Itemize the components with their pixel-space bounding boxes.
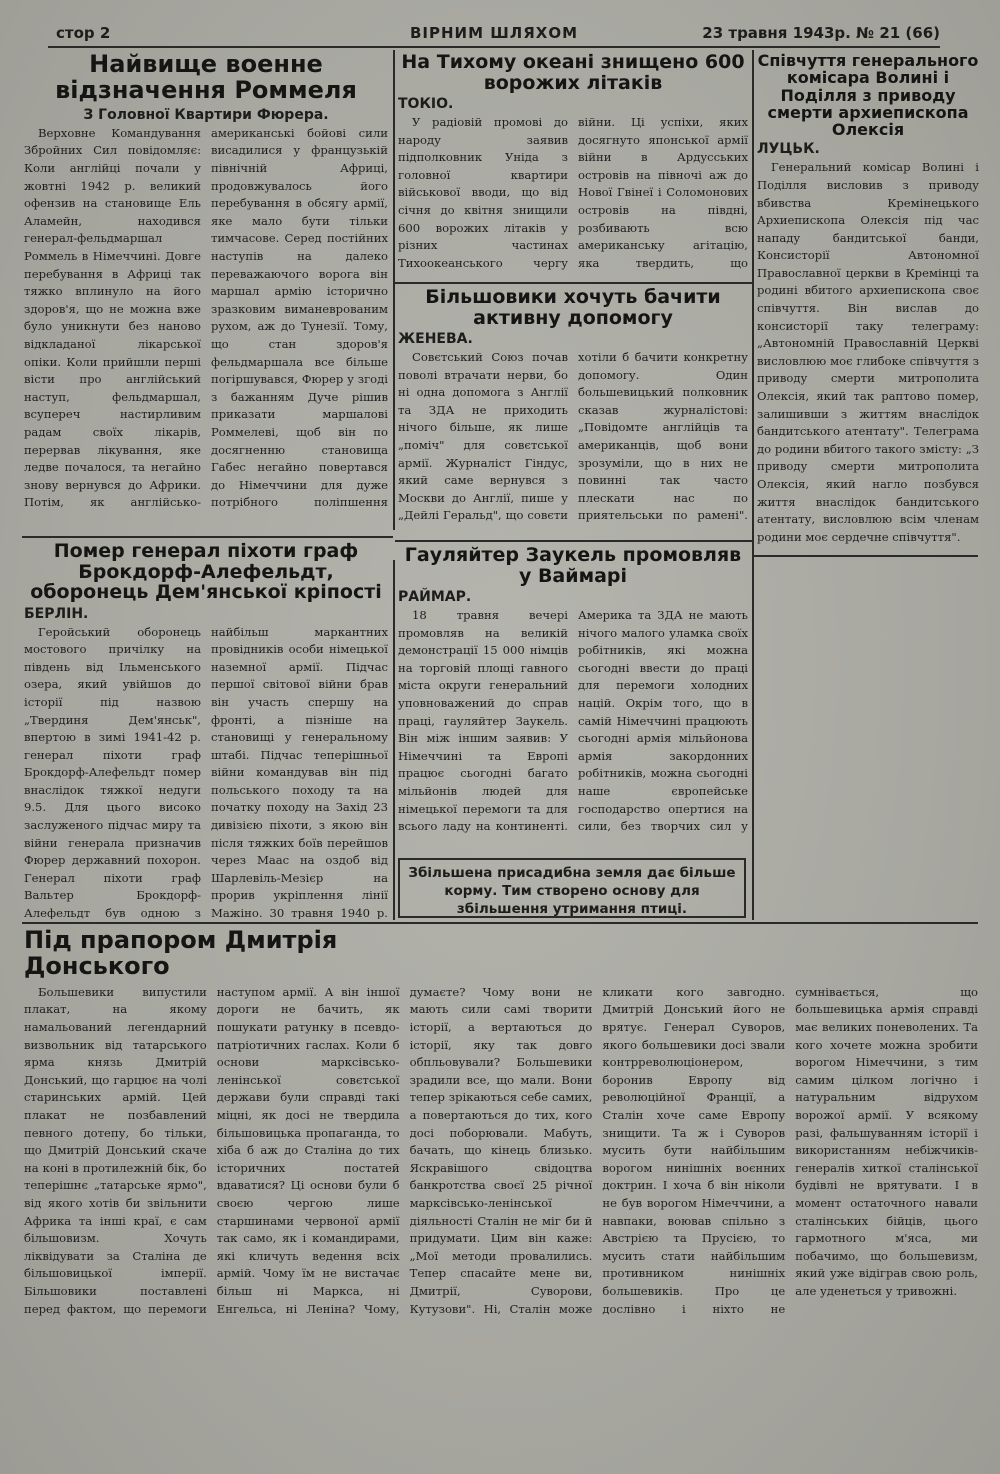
notice-box: Збільшена присадибна земля дає більше корму. Тим створено основу для збільшення утримання птиці. <box>398 858 746 918</box>
article-body: Верховне Командування Збройних Сил повідомляє: Коли англійці почали у жовтні 1942 р. великий офензив на становище Ель Аламейн, находився генерал-фельдмаршал Роммель в Німеччині. Довге перебування в Африці так тяжко вплинуло на його здоров'я, що не можна вже було уникнути без наново відкладаної лікарської опіки. Коли прийшли перші вісти про англійський наступ, фельдмаршал, всупереч настирливим радам своїх лікарів, перервав лікування, яке ледве почалося, та негайно знову вернувся до Африки. Потім, як англійсько-американські бойові сили висадилися у французькій північній Африці, продовжувалось його перебування в обсягу армії, яке мало бути тільки тимчасове. Серед постійних наступів на далеко переважаючого ворога він маршал армію історично зразковим виманеврованим рухом, аж до Тунезії. Тому, що стан здоров'я фельдмаршала все більше погіршувався, Фюрер у згоді з бажанням Дуче рішив приказати маршалові Роммелеві, щоб він по досягненню становища Габес негайно повертався до Німеччини для дуже потрібного поліпшення <box>24 125 388 510</box>
headline: Під прапором Дмитрія Донського <box>24 928 338 980</box>
section-rule <box>22 536 393 538</box>
headline: На Тихому океані знищено 600 ворожих літаків <box>401 52 745 94</box>
article-sauckel <box>398 545 748 855</box>
article-volyn <box>757 52 979 552</box>
headline: Гауляйтер Заукель промовляв у Ваймарі <box>404 545 742 587</box>
article-rommel <box>24 52 388 534</box>
masthead <box>48 18 940 48</box>
article-body: Генеральний комісар Волині і Поділля висловив з приводу вбивства Кремінецького Архиепископа Олексія під час нападу бандитської банди, Консисторії Автономної Православної церкви в Кремінці та родині вбитого архиепископа своє співчуття. Він вислав до консисторії таку телеграму: „Автономній Православній Церкві висловлюю моє глибоке співчуття з приводу смерти митрополита Олексія, який так раптово помер, залишивши з життям внаслідок бандитського атентату". Телеграма до родини вбитого такого змісту: „З приводу смерти митрополита Олексія, який нагло позбувся життя внаслідок бандитського атентату, висловлюю всім членам родини моє сердечне співчуття". <box>757 160 979 544</box>
column-rule <box>393 560 395 920</box>
section-rule <box>22 922 978 924</box>
article-body: Большевики випустили плакат, на якому намальований легендарний визвольник від татарського ярма князь Дмитрій Донський, що гарцює на чолі старинських армій. Цей плакат не позбавлений певного дотепу, бо тільки, що Дмитрій Донський скаче на коні в протилежній бік, бо теперішнє „татарське ярмо", від якого хотів би звільнити Африка та інші краї, є сам більшовизм. Хочуть ліквідувати за Сталіна де більшовицької імперії. Більшовики поставлені перед фактом, що перемоги наступом армії. А він іншої дороги не бачить, як пошукати ратунку в псевдо-патріотичних гаслах. Коли б основи марксівсько-ленінської совєтської держави були справді такі міцні, як досі не твердила більшовицька пропаганда, то хіба б аж до Сталіна до тих історичних постатей вдаватися? Ці основи були б своєю чергою лише старшинами червоної армії так само, як і командирами, які кличуть ведення всіх армій. Чому їм не вистачає більш ні Маркса, ні Енгельса, ні Леніна? Чому, думаєте? Чому вони не мають сили самі творити історії, а вертаються до історії, яку так довго обпльовували? Большевики зрадили все, що мали. Вони тепер зрікаються себе самих, а повертаються до тих, кого досі поборювали. Мабуть, бачать, що кінець близько. Яскравішого свідоцтва банкротства своєї 25 річної марксівсько-ленінської діяльності Сталін не міг би й придумати. Цим він каже: „Мої методи провалились. Тепер спасайте мене ви, Дмитрії, Суворови, Кутузови". Ні, Сталін може кликати кого завгодно. Дмитрій Донський його не врятує. Генерал Суворов, якого большевики досі звали контрреволюціонером, боронив Европу від революційної Франції, а Сталін хоче саме Европу знищити. Та ж і Суворов мусить бути найбільшим ворогом нинішніх воєнних доктрин. І хоча б він ніколи не був ворогом Німеччини, а навпаки, воював спільно з Австрією та Прусією, то мусить стати найбільшим противником нинішніх большевиків. Про це дослівно і ніхто не сумнівається, що большевицька армія справді має великих поневолених. Та кого хочете можна зробити ворогом Німеччини, з тим самим цілком логічно і натуральним відрухом ворожої армії. У всякому разі, фальшуванням історії і використанням небіжчиків-генералів хиткої сталінської будівлі не врятувати. І в момент остаточного навали сталінських бійців, цього гармотного м'яса, ми побачимо, що большевизм, який уже відіграв свою роль, але уденеться у тривожні. <box>24 984 978 1316</box>
dateline: РАЙМАР. <box>398 589 472 606</box>
article-body: 18 травня вечері промовляв на великій демонстрації 15 000 німців на торговій площі гавного міста округи генеральний уповноважений до справ праці, гауляйтер Заукель. Він між іншим заявив: У Німеччині та Европі працює сьогодні багато мільйонів людей для німецької перемоги та для всього ладу на континенті. Америка та ЗДА не мають нічого малого уламка своїх робітників, які можна сьогодні ввести до праці для перемоги холодних націй. Окрім того, що в самій Німеччині працюють сьогодні армія мільйонова армія закордонних робітників, можна сьогодні наше європейське господарство опертися на сили, без творчих сил у <box>398 608 748 834</box>
dateline: ТОКІО. <box>398 96 454 113</box>
article-bolsheviks <box>398 287 748 537</box>
column-rule <box>393 50 395 530</box>
headline: Найвище военне відзначення Роммеля <box>55 52 357 104</box>
dateline: БЕРЛІН. <box>24 605 89 622</box>
article-body: У радіовій промові до народу заявив підполковник Уніда з головної квартири військової вводи, що від січня до квітня знищили 600 ворожих літаків у різних частинах Тихоокеанського чергу війни. Ці успіхи, яких досягнуто японської армії війни в Ардусських островів на півночі аж до Нової Гвінеї і Соломонових островів на півдні, розбивають всю американську агітацію, яка твердить, що <box>398 115 748 270</box>
article-donskoy <box>24 928 978 1464</box>
article-brockdorff <box>24 541 388 919</box>
dateline: ЖЕНЕВА. <box>398 331 473 348</box>
article-pacific <box>398 52 748 280</box>
headline: Співчуття генерального комісара Волині і Поділля з приводу смерти архиепископа Олексія <box>757 52 979 140</box>
column-rule <box>752 50 754 920</box>
headline: Помер генерал піхоти граф Брокдорф-Алефельдт, оборонець Дем'янської кріпості <box>30 541 382 604</box>
article-body: Совєтський Союз почав поволі втрачати нерви, бо ні одна допомога з Англії та ЗДА не приходить нічого більше, як лише „поміч" для совєтської армії. Журналіст Гіндус, який саме вернувся з Москви до Англії, пише у „Дейлі Геральд", що совєти хотіли б бачити конкретну допомогу. Один большевицький полковник сказав журналістові: „Повідомте англійців та американців, щоб вони зрозуміли, що в них не повинні так часто плескати нас по приятельськи по рамені". <box>398 350 748 523</box>
dateline: ЛУЦЬК. <box>757 141 820 158</box>
article-body: Геройський оборонець мостового причілку на південь від Ільменського озера, який увійшов до історії під назвою „Твердиня Дем'янськ", впертою в зимі 1941-42 р. генерал піхоти граф Брокдорф-Алефельдт помер внаслідок тяжкої недуги 9.5. Для цього високо заслуженого підчас миру та війни генерала призначив Фюрер державний похорон. Генерал піхоти граф Вальтер Брокдорф-Алефельдт був одною з найбільш маркантних провідників особи німецької наземної армії. Підчас першої світової війни брав він участь спершу на фронті, а пізніше на становищі у генеральному штабі. Підчас теперішньої війни командував він під польського походу та на початку походу на Захід 23 дивізією піхоти, з якою він після тяжких боїв перейшов через Маас на оздоб від Шарлевіль-Мезієр на прорив укріплення лінії Мажіно. 30 травня 1940 р. <box>24 624 388 919</box>
section-rule <box>395 540 752 542</box>
dateline: З Головної Квартири Фюрера. <box>83 106 329 123</box>
newspaper-title: ВІРНИМ ШЛЯХОМ <box>409 24 579 42</box>
headline: Більшовики хочуть бачити активну допомогу <box>425 287 721 329</box>
section-rule <box>395 282 752 284</box>
page-number: стор 2 <box>56 24 111 42</box>
section-rule <box>754 555 978 557</box>
issue-date: 23 травня 1943р. № 21 (66) <box>702 24 940 42</box>
